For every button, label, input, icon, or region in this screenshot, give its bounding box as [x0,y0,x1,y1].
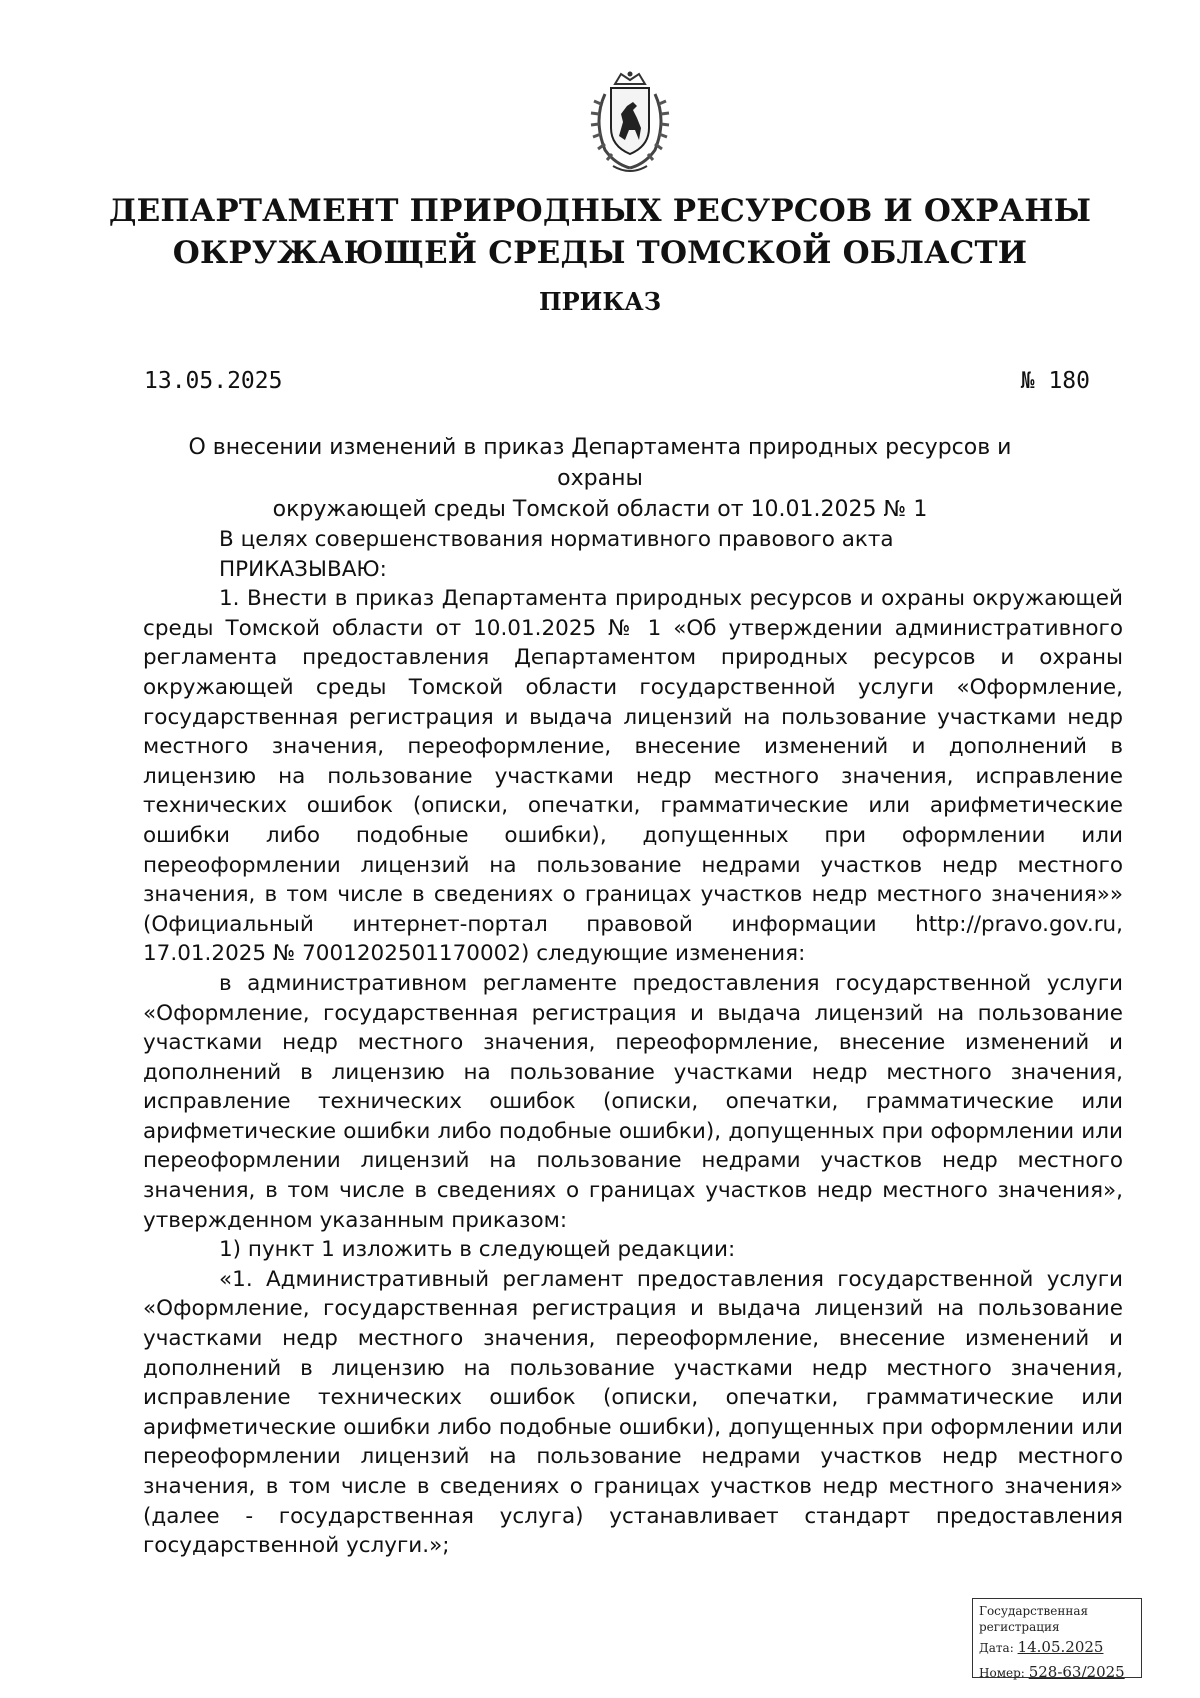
doc-type-title: ПРИКАЗ [538,287,662,316]
regulation-amendment-paragraph: в административном регламенте предоставления государственной услуги «Оформление, государственная регистрация и выдача лицензий на пользование участками недр местного значения, переоформление, внесение изменений и дополнений в лицензию на пользование участками недр местного значения, исправление технических ошибок (описки, опечатки, грамматические или арифметические ошибки либо подобные ошибки), допущенных при оформлении или переоформлении лицензий на пользование недрами участков недр местного значения, в том числе в сведениях о границах участков недр местного значения», утвержденном указанным приказом: [143,970,1123,1233]
subject-line-1: О внесении изменений в приказ Департамента природных ресурсов и охраны [188,435,1012,491]
order-date: 13.05.2025 [144,368,283,394]
order-number: № 180 [1020,368,1090,394]
stamp-title: Государственная регистрация [979,1604,1089,1634]
department-line-1: ДЕПАРТАМЕНТ ПРИРОДНЫХ РЕСУРСОВ И ОХРАНЫ [108,193,1092,229]
stamp-number-row [979,1660,1135,1685]
department-name [100,190,1100,274]
subject-line-2: окружающей среды Томской области от 10.01.2025 № 1 [272,497,928,522]
order-body [143,525,1123,1561]
stamp-date-value: 14.05.2025 [1017,1638,1104,1656]
registration-stamp [972,1598,1142,1681]
coat-of-arms-icon [575,70,685,180]
stamp-number-label: Номер: [979,1666,1025,1680]
order-subject [160,432,1040,525]
stamp-number-value: 528-63/2025 [1028,1663,1125,1681]
preamble-paragraph: В целях совершенствования нормативного правового акта [219,527,894,552]
stamp-date-label: Дата: [979,1641,1014,1655]
order-directive: ПРИКАЗЫВАЮ: [219,556,387,582]
clause-1-paragraph: 1. Внести в приказ Департамента природных ресурсов и охраны окружающей среды Томской области от 10.01.2025 № 1 «Об утверждении административного регламента предоставления Департаментом природных ресурсов и охраны окружающей среды Томской области государственной услуги «Оформление, государственная регистрация и выдача лицензий на пользование участками недр местного значения, переоформление, внесение изменений и дополнений в лицензию на пользование участками недр местного значения, исправление технических ошибок (описки, опечатки, грамматические или арифметические ошибки либо подобные ошибки), допущенных при оформлении или переоформлении лицензий на пользование недрами участков недр местного значения, в том числе в сведениях о границах участков недр местного значения»» (Официальный интернет-портал правовой информации http://pravo.gov.ru, 17.01.2025 № 7001202501170002) следующие изменения: [143,586,1123,967]
new-wording-paragraph: «1. Административный регламент предоставления государственной услуги «Оформление, государственная регистрация и выдача лицензий на пользование участками недр местного значения, переоформление, внесение изменений и дополнений в лицензию на пользование участками недр местного значения, исправление технических ошибок (описки, опечатки, грамматические или арифметические ошибки либо подобные ошибки), допущенных при оформлении или переоформлении лицензий на пользование недрами участков недр местного значения, в том числе в сведениях о границах участков недр местного значения» (далее - государственная услуга) устанавливает стандарт предоставления государственной услуги.»; [143,1266,1123,1559]
department-line-2: ОКРУЖАЮЩЕЙ СРЕДЫ ТОМСКОЙ ОБЛАСТИ [172,235,1028,271]
subclause-1-paragraph: 1) пункт 1 изложить в следующей редакции: [219,1237,736,1263]
stamp-date-row [979,1635,1135,1660]
